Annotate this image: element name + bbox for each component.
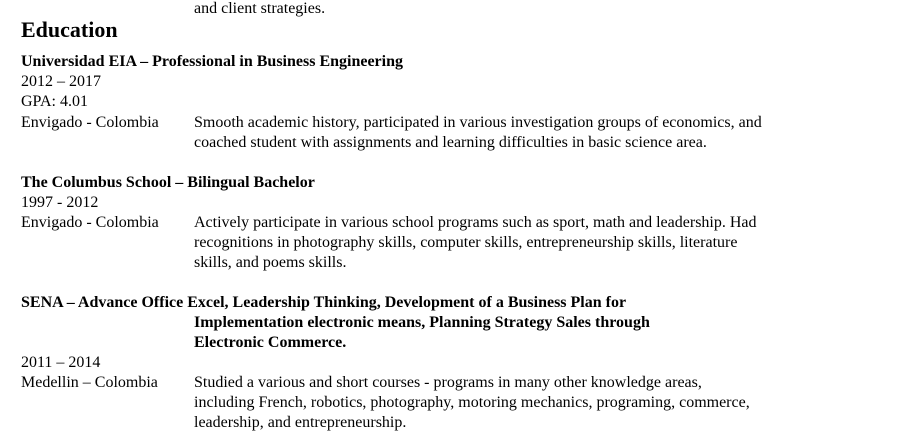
entry-title: The Columbus School – Bilingual Bachelor <box>21 174 315 191</box>
entry-title-continuation: Implementation electronic means, Planning Strategy Sales through <box>194 314 650 331</box>
entry-description-line: recognitions in photography skills, computer skills, entrepreneurship skills, literature <box>194 234 738 251</box>
entry-description-line: including French, robotics, photography, motoring mechanics, programing, commerce, <box>194 394 750 411</box>
entry-title-continuation: Electronic Commerce. <box>194 334 347 351</box>
entry-dates: 1997 - 2012 <box>21 194 99 211</box>
entry-gpa: GPA: 4.01 <box>21 93 88 110</box>
section-title-education: Education <box>21 17 118 42</box>
entry-location: Medellin – Colombia <box>21 374 158 391</box>
entry-description-line: Actively participate in various school programs such as sport, math and leadership. Had <box>194 214 757 231</box>
entry-description-line: Studied a various and short courses - programs in many other knowledge areas, <box>194 374 702 391</box>
entry-location: Envigado - Colombia <box>21 214 159 231</box>
entry-description-line: coached student with assignments and learning difficulties in basic science area. <box>194 134 707 151</box>
entry-dates: 2012 – 2017 <box>21 73 101 90</box>
entry-description-line: Smooth academic history, participated in various investigation groups of economics, and <box>194 114 762 131</box>
entry-description-line: leadership, and entrepreneurship. <box>194 414 407 431</box>
previous-section-continuation: and client strategies. <box>194 0 326 17</box>
entry-description-line: skills, and poems skills. <box>194 254 347 271</box>
entry-title: SENA – Advance Office Excel, Leadership Thinking, Development of a Business Plan for <box>21 294 627 311</box>
entry-dates: 2011 – 2014 <box>21 354 101 371</box>
entry-location: Envigado - Colombia <box>21 114 159 131</box>
entry-title: Universidad EIA – Professional in Business Engineering <box>21 53 403 70</box>
